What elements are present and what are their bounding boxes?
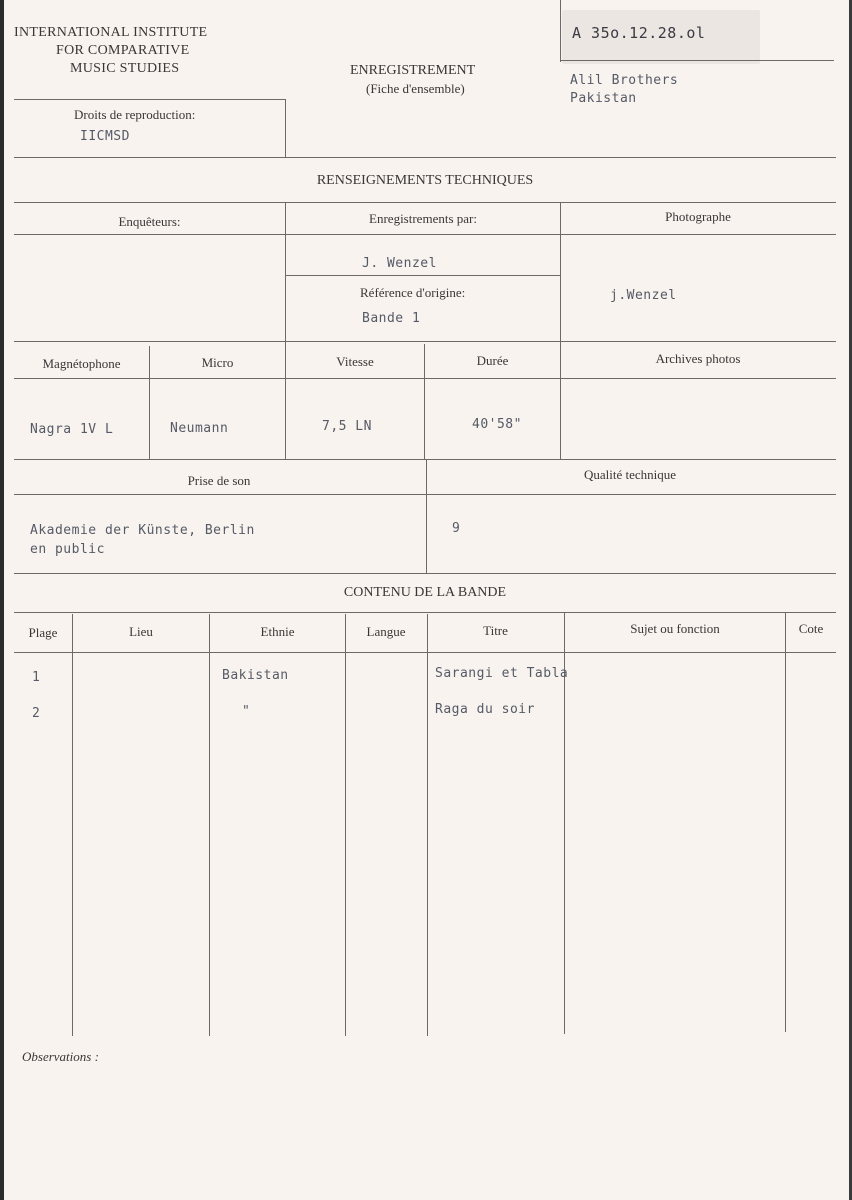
equip-divider-4: [560, 341, 561, 460]
tech-col-divider-1: [285, 202, 286, 342]
column-header-cote: Cote: [798, 621, 824, 636]
tech-col-divider-2: [560, 202, 561, 342]
equipment-top-line: [14, 341, 836, 342]
column-header-ethnie: Ethnie: [260, 624, 295, 639]
column-header-lieu: Lieu: [129, 624, 153, 639]
origin-reference-value: Bande 1: [362, 311, 421, 326]
recorder-value: Nagra 1V L: [30, 422, 114, 437]
micro-value: Neumann: [170, 421, 229, 436]
rights-top-line: [14, 99, 286, 100]
technical-title-line: [14, 202, 836, 203]
observations-label: Observations :: [22, 1049, 99, 1064]
quality-value: 9: [452, 521, 461, 536]
rights-label: Droits de reproduction:: [74, 107, 196, 122]
contents-divider-1: [72, 614, 73, 1036]
contents-divider-6: [785, 612, 786, 1032]
column-header-plage: Plage: [28, 625, 58, 640]
duration-value: 40'58": [472, 417, 522, 432]
form-title: ENREGISTREMENT: [350, 63, 476, 78]
recordings-by-underline: [286, 275, 560, 276]
institute-name-line2: FOR COMPARATIVE: [56, 43, 190, 58]
rights-right-border: [285, 99, 286, 157]
stamp-left-border: [560, 0, 561, 62]
quality-label: Qualité technique: [583, 467, 677, 482]
photo-archive-label: Archives photos: [655, 351, 741, 366]
photographer-label: Photographe: [665, 209, 731, 224]
column-header-langue: Langue: [366, 624, 406, 639]
investigators-label: Enquêteurs:: [118, 214, 181, 229]
row1-plage: 1: [32, 670, 41, 685]
equipment-labels-line: [14, 378, 836, 379]
row1-titre: Sarangi et Tabla: [435, 666, 569, 681]
column-header-sujet: Sujet ou fonction: [630, 621, 720, 636]
row2-ethnie: ": [242, 704, 251, 719]
micro-label: Micro: [201, 355, 234, 370]
institute-name-line3: MUSIC STUDIES: [70, 61, 180, 76]
row1-ethnie: Bakistan: [222, 668, 289, 683]
technical-section-title: RENSEIGNEMENTS TECHNIQUES: [316, 173, 534, 188]
sound-capture-divider: [426, 459, 427, 573]
origin-reference-label: Référence d'origine:: [360, 285, 466, 300]
artist-name: Alil Brothers: [570, 73, 679, 88]
reference-number: A 35o.12.28.ol: [572, 24, 706, 42]
column-header-titre: Titre: [483, 623, 508, 638]
recorder-label: Magnétophone: [42, 356, 121, 371]
row2-plage: 2: [32, 706, 41, 721]
contents-divider-2: [209, 614, 210, 1036]
sound-capture-top-line: [14, 459, 836, 460]
sound-capture-value-line2: en public: [30, 542, 105, 557]
stamp-underline: [560, 60, 834, 61]
contents-title-line: [14, 612, 836, 613]
contents-divider-3: [345, 614, 346, 1036]
equip-divider-1: [149, 346, 150, 460]
recordings-by-label: Enregistrements par:: [369, 211, 477, 226]
contents-section-title: CONTENU DE LA BANDE: [343, 585, 507, 600]
contents-top-line: [14, 573, 836, 574]
equip-divider-2: [285, 341, 286, 460]
recordings-by-value: J. Wenzel: [362, 256, 437, 271]
contents-divider-4: [427, 614, 428, 1036]
header-bottom-line: [14, 157, 836, 158]
sound-capture-labels-line: [14, 494, 836, 495]
sound-capture-value-line1: Akademie der Künste, Berlin: [30, 523, 255, 538]
institute-name-line1: INTERNATIONAL INSTITUTE: [14, 25, 208, 40]
speed-label: Vitesse: [336, 354, 374, 369]
rights-value: IICMSD: [80, 129, 130, 144]
scan-edge-left: [0, 0, 4, 1200]
duration-label: Durée: [476, 353, 509, 368]
sound-capture-label: Prise de son: [187, 473, 251, 488]
artist-country: Pakistan: [570, 91, 637, 106]
photographer-value: j.Wenzel: [610, 288, 677, 303]
row2-titre: Raga du soir: [435, 702, 535, 717]
speed-value: 7,5 LN: [322, 419, 372, 434]
contents-header-line: [14, 652, 836, 653]
technical-labels-line: [14, 234, 836, 235]
equip-divider-3: [424, 344, 425, 460]
form-subtitle: (Fiche d'ensemble): [366, 81, 465, 96]
